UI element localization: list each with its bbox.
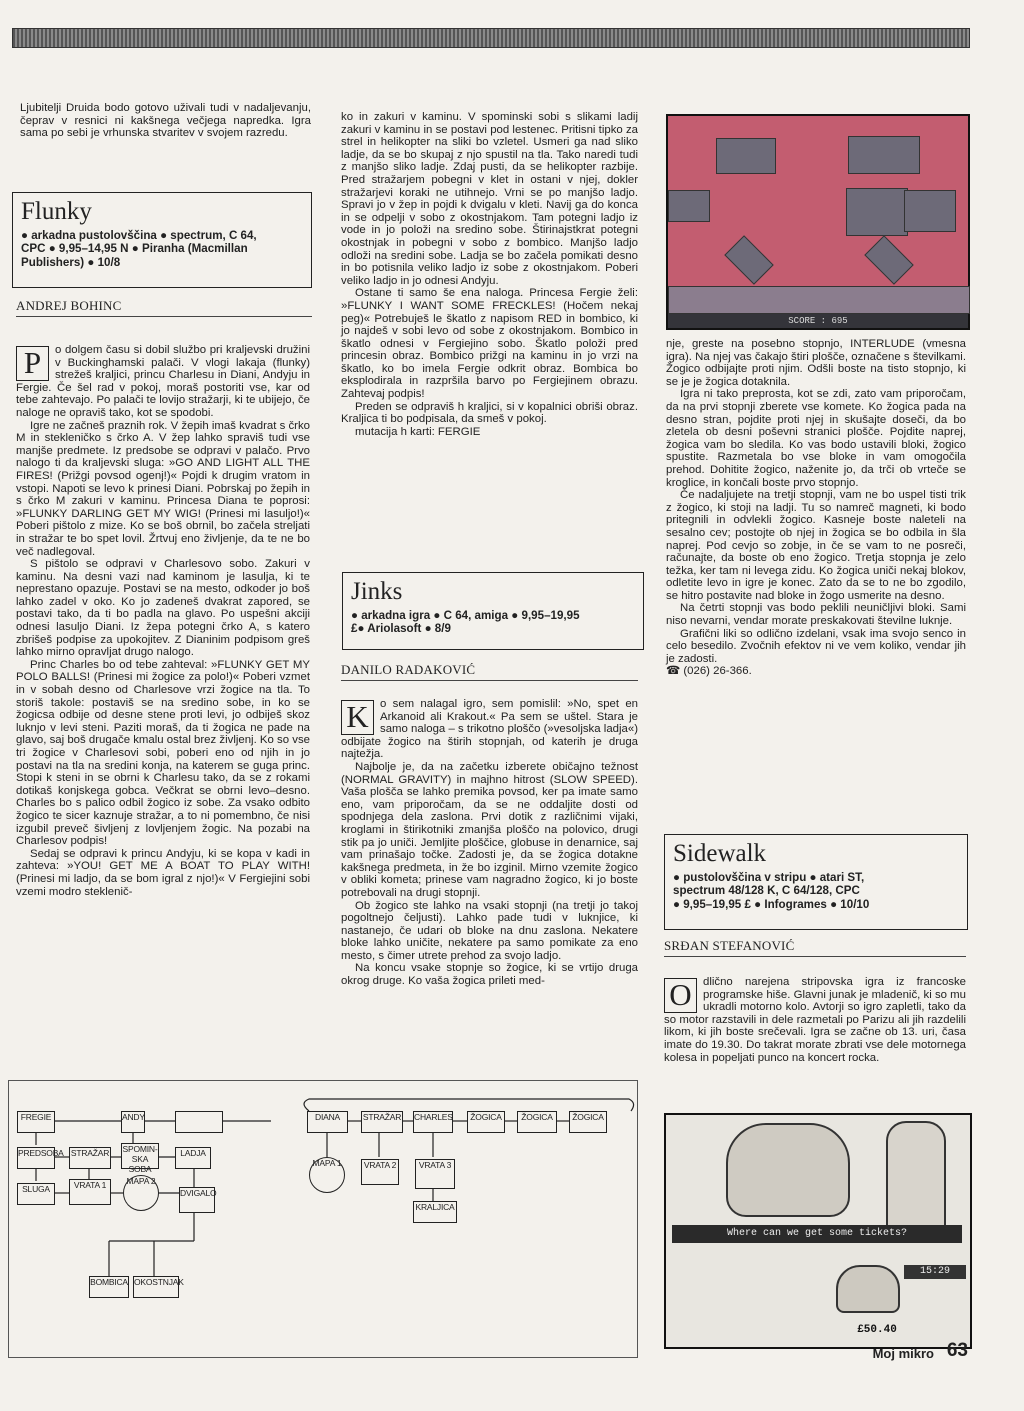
paragraph: ko in zakuri v kaminu. V spominski sobi s slikami ladij zakuri v kaminu in se postavi pod lestenec. Pritisni tipko za strel in helikopter na sliki bo vzletel. Usmeri ga nad sliko ladje, da se bo skupaj z njo spustil na tla. Tako naredi tudi z manjšo sliko ladje. Zdaj pusti, da se helikopter razbije. Pred stražarjem pobegni v klet in ostani v njej, dokler stražarjevi koraki ne utihnejo. Vrni se po manjšo ladjo. Spravi jo v žep in pojdi k dvigalu v kleti. Navij ga do konca in se odpelji v sobo z okostnjakom. Tam potegni ladjo iz vode in jo položi na sredino sobe. Štirinajstkrat potegni okostnjak in pobegni v sobo z bombico. Manjšo ladjo odloži na sredini sobe. Ladja se bo začela pomikati desno in bo potisnila veliko ladjo iz sobe z okostnjakom. Poberi veliko ladjo in jo odnesi Andyju. — [341, 111, 638, 287]
paragraph: Princ Charles bo od tebe zahteval: »FLUNKY GET MY POLO BALLS! (Prinesi mi žogice za polo!)« Poberi vzmet in v sobah desno od Charlesove vrzi žogice na tla. To storiš takole: postaviš se na sredino sobe, in ko se žogicsa odbije od desne stene proti levi, jo odbiješ skoz luknjo v levi steni. Paziti moraš, da ti žogica ne pade na glavo, saj boš drugače kmalu ostal brez življenj. Ko so vse tri žogice v Charlesovi sobi, poberi eno od njih in jo postavi na tla na sredini konja, na katerem se guga princ. Stopi k steni in se obrni k Charlesu tako, da se z rokami dotikaš konjskega gobca. Večkrat se obrni levo–desno. Charles bo s palico odbil žogico iz sobe. Za vsako odbito žogico te sicer kaznuje stražar, a to ni pomembno, če nisi izgubil preveč šivljenj z lovljenjem žogic. Na pozabi na Charlesov podpis! — [16, 658, 310, 848]
paragraph: Grafični liki so odlično izdelani, vsak ima svojo senco in celo besedilo. Zvočnih efektov ni ve vem koliko, vendar jih je zadosti. — [666, 627, 966, 665]
node-bombica: BOMBICA — [89, 1276, 129, 1298]
review-meta-3: Publishers) ● 10/8 — [21, 255, 121, 269]
paragraph: Ostane ti samo še ena naloga. Princesa Fergie želi: »FLUNKY I WANT SOME FRECKLES! (Hočem nekaj peg)« Potrebuješ le škatlo z napisom RED in bombico, ki jo najdeš v sobi levo od sobe z okostnjakom. Bombico in škatlo odnesi v Fergiejino sobo. Škatlo položi pred princesin obraz. Bombico prižgi na kaminu in jo vrzi na škatlo, ko bo imela Fergie odkrit obraz. Bombica bo eksplodirala in razpršila barvo po Fergiejinem obrazu. Zahtevaj podpis! — [341, 287, 638, 401]
author-andrej: ANDREJ BOHINC — [16, 298, 312, 317]
review-meta-2: spectrum 48/128 K, C 64/128, CPC — [673, 884, 860, 898]
node-vrata-1: VRATA 1 — [69, 1179, 111, 1205]
jinks-game-screenshot — [666, 114, 970, 330]
paragraph: o sem nalagal igro, sem pomislil: »No, spet en Arkanoid ali Krakout.« Pa sem se uštel. Stara je samo naloga – s trikotno ploščo (»vesoljska ladja«) odbijate žogico na štirih stopnjah, od katerih je druga najtežja. — [341, 698, 638, 761]
top-rule-bar — [12, 28, 970, 48]
druid-outro: Ljubitelji Druida bodo gotovo uživali tudi v nadaljevanju, čeprav v resnici ni kakšnega večjega napredka. Igra sama po sebi je vrhunska stvaritev v svojem razredu. — [20, 102, 311, 140]
paragraph: Najbolje je, da na začetku izberete običajno težnost (NORMAL GRAVITY) in majhno hitrost (SLOW SPEED). Vaša plošča se lahko premika povsod, ker pa imate samo eno, vam priporočam, da se ne oddaljite dosti od spodnjega dela zaslona. Prvi dotik z različnimi vijaki, kroglami in štirikotniki zmanjša ploščo na polovico, drugi stik pa jo uniči. Jemljite ploščice, globuse in denarnice, saj vam prinašajo točke. Zadosti je, da se žogica dotakne kakšnega predmeta, in že bo izginil. Mirno vzemite žogico v obliki kometa; prinese vam nagradno žogico, ki jo boste potrebovali na drugi stopnji. — [341, 760, 638, 899]
review-meta-3: ● 9,95–19,95 £ ● Infogrames ● 10/10 — [673, 897, 870, 911]
money-amount: £50.40 — [857, 1324, 897, 1336]
review-box-jinks — [342, 572, 644, 650]
node-strazar-2: STRAŽAR — [361, 1111, 403, 1133]
author-danilo: DANILO RADAKOVIĆ — [341, 662, 638, 681]
node-dvigalo: DVIGALO — [179, 1187, 215, 1213]
game-clock: 15:29 — [904, 1265, 966, 1279]
paragraph: Igre ne začneš praznih rok. V žepih imaš kvadrat s črko M in stekleničko s črko A. V žep lahko spraviš tudi vse manjše predmete. Iz predsobe se odpravi v palačo. Prvo nalogo ti da kraljevski sluga: »GO AND LIGHT ALL THE FIRES! (Prižgi povsod ogenj!)« Pojdi k drugim vratom in vstopi. Napoti se levo k prinesi Diani. Pobrskaj po žepih in s črko M zakuri v kaminu. Princesa Diana te poprosi: »FLUNKY DARLING GET MY WIG! (Prinesi mi lasuljo!)« Poberi pištolo z mize. Ko se boš obrnil, bo začela streljati in stražar te bo spet lovil. Žrtvuj eno življenje, da te ne bo več nadlegoval. — [16, 419, 310, 558]
wallet-icon — [836, 1265, 900, 1313]
paragraph: Igra ni tako preprosta, kot se zdi, zato vam priporočam, da na prvi stopnji zberete vse komete. Ko žogica pada na desno stran, pojdite proti njej in skušajte doseči, da bo zletela ob desni poševni stranici plošče. Pojdite naprej, žogica vam bo sledila. Ko vas bodo ustavili bloki, žogico spustite. Razmetala bo vse bloke in vam omogočila prehod. Dohitite žogico, naženite jo, da trči ob vrteče se kroglice, in končali boste prvo stopnjo. — [666, 388, 966, 489]
paragraph: Če nadaljujete na tretji stopnji, vam ne bo uspel tisti trik z žogico, ki stoji na ladji. Tu so namreč magneti, ki bodo pritegnili in odvlekli žogico. Kasneje boste naleteli na sesalno cev; postojte ob njej in žogica se bo odbila in šla naprej. Pod cevjo so zobje, in če se vam to ne posreči, računajte, da boste ob eno žogico. Tretja stopnja je zelo težka, ker tam ni levega zidu. Ko žogica uniči nekaj blokov, odletite levo in igre je konec. Zato da se to ne bo zgodilo, se hitro postavite nad bloke in žogo usmerite na desno. — [666, 489, 966, 602]
review-meta-2: £● Ariolasoft ● 8/9 — [351, 622, 451, 636]
node-spominska-soba: SPOMIN-SKA SOBA — [122, 1144, 158, 1174]
review-meta-1: ● pustolovščina v stripu ● atari ST, — [673, 871, 865, 884]
character-figure — [886, 1121, 946, 1229]
review-meta-1: ● arkadna igra ● C 64, amiga ● 9,95–19,95 — [351, 609, 580, 622]
score-bar: SCORE : 695 — [668, 314, 968, 328]
paragraph: S pištolo se odpravi v Charlesovo sobo. Zakuri v kaminu. Na desni vazi nad kaminom je lasulja, ki te neprestano opazuje. Postavi se na mesto, odkoder jo boš lahko zadel v oko. Ko jo zadeneš dvakrat zapored, se postavi tako, da ti bo padla na glavo. Po uspešni akciji odnesi lasuljo Diani. Iz žepa potegni črko A, s katero zbrišeš podpise za upokojitev. Z Dianinim podpisom greš lahko mirno opravljat drugo nalogo. — [16, 558, 310, 659]
node-empty — [175, 1111, 223, 1133]
speech-bar: Where can we get some tickets? — [672, 1225, 962, 1243]
node-mapa-2: MAPA 2 — [123, 1175, 159, 1211]
node-ladja: LADJA — [175, 1147, 211, 1169]
magazine-name: Moj mikro — [872, 1346, 934, 1361]
paragraph: dlično narejena stripovska igra iz francoske programske hiše. Glavni junak je mladenič, ki so mu ukradli motorno kolo. Avtorji so igro zapletli, tako da so motor razstavili in dele razmetali po Parizu ali jih razdelili likom, ki jih boste srečevali. Igra se začne ob 13. uri, časa imate do 19.30. Do takrat morate zbrati vse dele motornega kolesa in popeljati punco na koncert rocka. — [664, 976, 966, 1064]
node-sluga: SLUGA — [17, 1183, 55, 1205]
node-zogica: ŽOGICA — [569, 1111, 607, 1133]
paragraph: Sedaj se odpravi k princu Andyju, ki se kopa v kadi in zahteva: »YOU! GET ME A BOAT TO PLAY WITH! (Prinesi mi ladjo, da se bom igral z njo!)« V Fergiejini sobi vzemi modro steklenič- — [16, 847, 310, 898]
review-title: Sidewalk — [673, 840, 767, 867]
game-block — [848, 136, 920, 174]
dropcap-k: K — [341, 700, 374, 735]
character-face — [726, 1123, 850, 1217]
node-mapa-1: MAPA 1 — [309, 1157, 345, 1193]
game-floor — [668, 286, 970, 314]
node-strazar: STRAŽAR — [69, 1147, 111, 1169]
column-1 — [20, 102, 311, 140]
review-title: Flunky — [21, 198, 92, 225]
paragraph: Na koncu vsake stopnje so žogice, ki se vrtijo druga okrog druge. Ko vaša žogica prileti med- — [341, 962, 638, 988]
game-diamond — [864, 235, 913, 284]
author-srdan: SRĐAN STEFANOVIĆ — [664, 938, 966, 957]
column-3 — [666, 338, 966, 678]
node-andy: ANDY — [121, 1111, 145, 1133]
sidewalk-game-screenshot — [664, 1113, 972, 1349]
node-diana: DIANA — [307, 1111, 348, 1133]
jinks-text — [341, 698, 638, 988]
node-okostnjak: OKOSTNJAK — [133, 1276, 179, 1298]
sidewalk-text — [664, 976, 966, 1064]
node-vrata-3: VRATA 3 — [415, 1159, 455, 1189]
node-predsoba: PREDSOBA — [17, 1147, 55, 1169]
review-box-sidewalk — [664, 834, 968, 930]
paragraph: Preden se odpraviš h kraljici, si v kopalnici obriši obraz. Kraljica ti bo podpisala, da smeš v pokoj. — [341, 400, 638, 426]
paragraph: Na četrti stopnji vas bodo peklili neuničljivi bloki. Sami niso nevarni, vendar morate preskakovati številne luknje. — [666, 602, 966, 628]
game-block — [668, 190, 710, 222]
review-meta-1: ● arkadna pustolovščina ● spectrum, C 64, — [21, 229, 257, 242]
review-box-flunky — [12, 192, 312, 288]
page-number: 63 — [946, 1340, 968, 1361]
paragraph: o dolgem času si dobil službo pri kraljevski družini v Buckinghamski palači. V vlogi lakaja (flunky) strežeš kraljici, princu Charlesu in Diani, Andyju in Fergie. Če šel rad v pokoj, moraš postoriti vse, kar od tebe zahtevajo. Po palači te lovijo stražarji, ki te ubijejo, če naloge ne opraviš tako, kot se spodobi. — [16, 344, 310, 419]
node-kraljica: KRALJICA — [413, 1201, 457, 1223]
dropcap-p: P — [16, 346, 49, 381]
node-zogica: ŽOGICA — [467, 1111, 505, 1133]
dropcap-o: O — [664, 978, 697, 1013]
node-fregie: FREGIE — [17, 1111, 55, 1133]
game-block — [904, 190, 956, 232]
game-diamond — [724, 235, 773, 284]
node-vrata-2: VRATA 2 — [361, 1159, 399, 1185]
node-zogica: ŽOGICA — [517, 1111, 557, 1133]
node-charles: CHARLES — [413, 1111, 453, 1133]
flunky-map-diagram — [8, 1080, 638, 1358]
game-block — [846, 188, 908, 236]
phone-number: ☎ (026) 26-366. — [666, 665, 752, 678]
flunky-text — [16, 344, 310, 898]
review-title: Jinks — [351, 578, 403, 605]
game-block — [716, 138, 776, 174]
review-meta-2: CPC ● 9,95–14,95 N ● Piranha (Macmillan — [21, 242, 248, 256]
paragraph: mutacija h karti: FERGIE — [355, 425, 481, 438]
paragraph: Ob žogico ste lahko na vsaki stopnji (na tretji jo takoj pogoltnejo čeljusti). Lahko pade tudi v luknjice, ki nastanejo, če udari ob bloke na dnu zaslona. Nekatere bloke lahko uničite, nekatere pa samo pomikate za eno mesto, s čimer utrete prehod za svojo ladjo. — [341, 899, 638, 962]
paragraph: nje, greste na posebno stopnjo, INTERLUDE (vmesna igra). Na njej vas čakajo štiri plošče, označene s številkami. Žogico odbijajte proti njim. Odšli boste na tisto stopnjo, ki se je je žogica dotaknila. — [666, 338, 966, 388]
column-2 — [341, 111, 638, 438]
